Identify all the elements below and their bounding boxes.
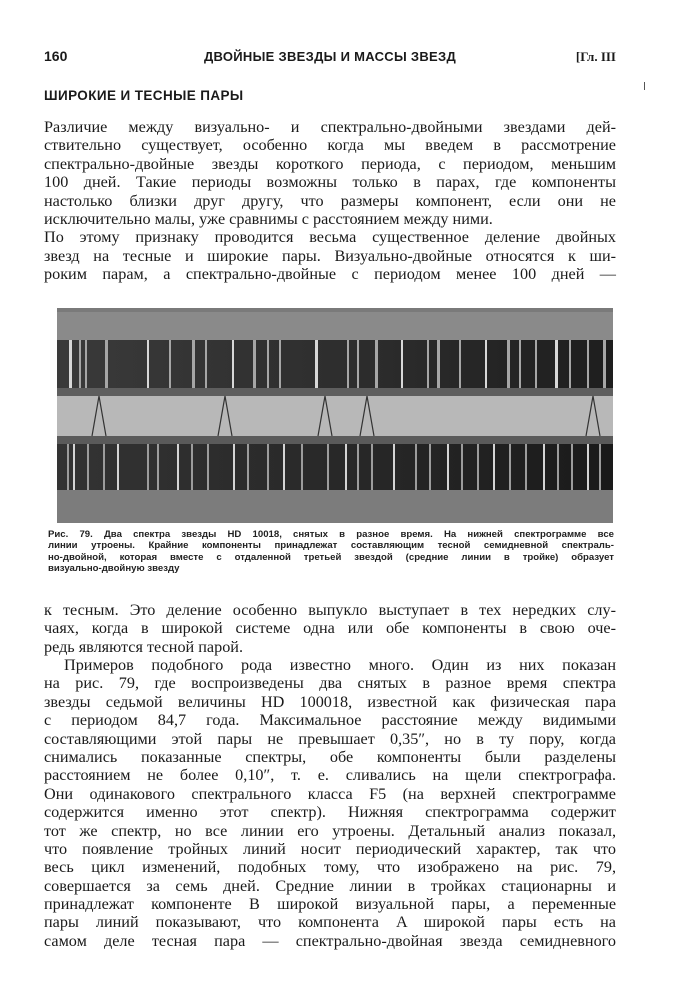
- spectral-line-top: [347, 340, 349, 388]
- text-line: звезды седьмой величины HD 100018, известной как физическая пара: [44, 692, 616, 711]
- text-line: чаях, когда в широкой системе одна или обе компоненты в свою оче-: [44, 619, 616, 638]
- spectral-line-top: [375, 340, 378, 388]
- spectral-line-top: [232, 340, 234, 388]
- text-line: звезд на тесные и широкие пары. Визуально-двойные относятся к ши-: [44, 246, 616, 265]
- text-line: редь являются тесной парой.: [44, 637, 244, 656]
- text-line: содержится именно этот спектр). Нижняя спектрограмма содержит: [44, 803, 616, 822]
- spectral-line-bottom: [345, 444, 347, 490]
- spectral-line-bottom: [191, 444, 193, 490]
- running-title: ДВОЙНЫЕ ЗВЕЗДЫ И МАССЫ ЗВЕЗД: [203, 49, 457, 64]
- spectral-line-bottom: [157, 444, 159, 490]
- spectral-line-bottom: [477, 444, 479, 490]
- spectral-line-bottom: [571, 444, 573, 490]
- running-header: [44, 48, 616, 70]
- spectral-line-bottom: [461, 444, 463, 490]
- text-line: По этому признаку проводится весьма существенное деление двойных: [44, 228, 616, 247]
- spectral-line-bottom: [357, 444, 359, 490]
- spectral-line-top: [555, 340, 558, 388]
- spectral-line-bottom: [233, 444, 235, 490]
- spectral-line-bottom: [73, 444, 75, 490]
- spectral-line-bottom: [103, 444, 105, 490]
- spectral-line-bottom: [147, 444, 149, 490]
- spectral-line-top: [507, 340, 510, 388]
- spectral-line-bottom: [557, 444, 559, 490]
- spectral-line-bottom: [207, 444, 209, 490]
- spectral-line-bottom: [509, 444, 511, 490]
- text-line: весь цикл изменений, подобных тому, что изображено на рис. 79,: [44, 858, 616, 877]
- text-line: самом деле тесная пара — спектрально-двойная звезда семидневного: [44, 931, 616, 950]
- spectral-line-top: [569, 340, 571, 388]
- spectral-line-bottom: [67, 444, 69, 490]
- text-line: снимались показанные спектры, обе компоненты были разделены: [44, 747, 616, 766]
- spectral-line-bottom: [415, 444, 417, 490]
- text-line: роким парам, а спектрально-двойные с периодом менее 100 дней —: [44, 265, 616, 284]
- chapter-label: [Гл. III: [575, 49, 616, 64]
- spectral-line-bottom: [543, 444, 545, 490]
- spectral-line-top: [427, 340, 429, 388]
- spectral-line-bottom: [393, 444, 395, 490]
- text-line: тот же спектр, но все линии его утроены. Детальный анализ показал,: [44, 821, 616, 840]
- caption-line: Рис. 79. Два спектра звезды HD 10018, снятых в разное время. На нижней спектрограмме все: [48, 529, 614, 540]
- paragraph-2: [44, 601, 616, 656]
- spectral-line-top: [253, 340, 256, 388]
- spectral-line-bottom: [283, 444, 285, 490]
- spectral-line-bottom: [301, 444, 303, 490]
- spectral-line-top: [603, 340, 606, 388]
- spectral-line-bottom: [247, 444, 249, 490]
- spectral-line-bottom: [371, 444, 373, 490]
- spectral-line-top: [587, 340, 589, 388]
- caption-line: визуально-двойную звезду: [48, 563, 180, 575]
- paragraph-3: [44, 656, 616, 950]
- text-line: что появление тройных линий носит периодический характер, так что: [44, 839, 616, 858]
- spectral-line-top: [485, 340, 487, 388]
- spectral-line-top: [401, 340, 403, 388]
- spectral-line-top: [267, 340, 269, 388]
- spectrogram-image: [57, 308, 613, 523]
- caption-line: но-двойной, которая вместе с отдаленной третьей звездой (средние линии в тройке) образует: [48, 551, 614, 563]
- caption-line: линии утроены. Крайние компоненты принадлежат составляющим тесной семидневной спектраль-: [48, 540, 614, 552]
- spectral-line-top: [357, 340, 359, 388]
- spectral-line-top: [459, 340, 461, 388]
- text-line: с периодом 84,7 года. Максимальное расстояние между видимыми: [44, 711, 616, 730]
- spectral-line-top: [519, 340, 521, 388]
- text-line: 100 дней. Такие периоды возможны только в парах, где компоненты: [44, 173, 616, 192]
- text-line: совершается за семь дней. Средние линии в тройках стационарны и: [44, 876, 616, 895]
- text-line: Различие между визуально- и спектрально-двойными звездами дей-: [44, 118, 616, 136]
- text-line: на рис. 79, где воспроизведены два снятых в разное время спектра: [44, 674, 616, 693]
- text-line: расстоянием не более 0,10″, т. е. сливались на щели спектрографа.: [44, 766, 616, 785]
- text-line: составляющими этой пары не превышает 0,35″, но в ту пору, когда: [44, 729, 616, 748]
- spectral-line-top: [69, 340, 72, 388]
- text-line: Они одинакового спектрального класса F5 (на верхней спектрограмме: [44, 784, 616, 803]
- section-title: ШИРОКИЕ И ТЕСНЫЕ ПАРЫ: [44, 88, 244, 103]
- spectral-line-bottom: [177, 444, 179, 490]
- spectral-line-top: [85, 340, 87, 388]
- paragraph-1: [44, 118, 616, 284]
- spectral-line-top: [79, 340, 81, 388]
- text-line: исключительно малы, уже сравнимы с расстоянием между ними.: [44, 209, 493, 228]
- spectral-line-top: [437, 340, 440, 388]
- spectral-line-bottom: [87, 444, 89, 490]
- spectral-line-bottom: [327, 444, 329, 490]
- page-number: 160: [44, 48, 68, 64]
- spectral-line-top: [147, 340, 149, 388]
- spectral-line-top: [315, 340, 318, 388]
- spectral-line-top: [535, 340, 537, 388]
- spectral-line-bottom: [525, 444, 527, 490]
- spectral-line-bottom: [267, 444, 269, 490]
- text-line: к тесным. Это деление особенно выпукло выступает в тех нередких слу-: [44, 601, 616, 619]
- text-line: пары линий показывают, что компонента A широкой пары есть на: [44, 913, 616, 932]
- text-line: ствительно существует, особенно когда мы введем в рассмотрение: [44, 136, 616, 155]
- text-line: Примеров подобного рода известно много. Один из них показан: [64, 656, 616, 674]
- margin-mark: [644, 82, 645, 90]
- text-line: принадлежат компоненте B широкой визуальной пары, а переменные: [44, 895, 616, 914]
- spectral-line-top: [279, 340, 281, 388]
- spectral-line-bottom: [447, 444, 449, 490]
- text-line: спектрально-двойные звезды короткого периода, с периодом, меньшим: [44, 154, 616, 173]
- spectral-line-bottom: [599, 444, 601, 490]
- spectral-line-bottom: [587, 444, 589, 490]
- figure-caption: [48, 529, 614, 575]
- spectral-line-bottom: [493, 444, 495, 490]
- spectral-line-top: [169, 340, 171, 388]
- spectral-line-top: [192, 340, 195, 388]
- spectrogram-figure: [57, 308, 613, 523]
- spectral-line-top: [205, 340, 207, 388]
- text-line: настолько близки друг другу, что размеры компонент, если они не: [44, 191, 616, 210]
- spectral-line-top: [105, 340, 108, 388]
- spectral-line-bottom: [429, 444, 431, 490]
- spectral-line-bottom: [117, 444, 119, 490]
